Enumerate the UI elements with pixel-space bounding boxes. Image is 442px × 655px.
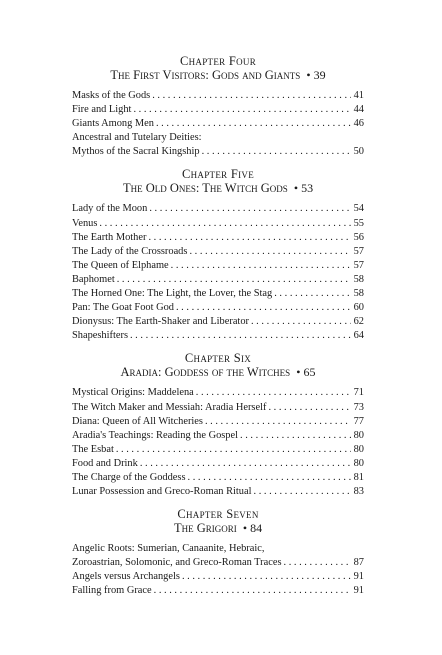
- entry-title: The Horned One: The Light, the Lover, the Stag: [72, 288, 273, 300]
- entry-page: 87: [353, 557, 364, 569]
- chapter-page-separator: •: [303, 68, 314, 82]
- entry-title: Zoroastrian, Solomonic, and Greco-Roman Traces: [72, 557, 282, 569]
- chapter-title-line: [72, 365, 364, 380]
- chapter-label: Chapter Six: [184, 351, 252, 366]
- dot-leader: [189, 245, 350, 259]
- entry-title: Pan: The Goat Foot God: [72, 302, 174, 314]
- entry-page: 80: [353, 429, 364, 441]
- toc-entry: [72, 259, 364, 273]
- chapter-six: [72, 351, 364, 499]
- entry-page: 83: [353, 486, 364, 498]
- chapter-five: [72, 167, 364, 343]
- dot-leader: [152, 89, 350, 103]
- toc-entry: [72, 287, 364, 301]
- dot-leader: [117, 273, 351, 287]
- entry-page: 91: [353, 585, 364, 597]
- entry-title: The Lady of the Crossroads: [72, 245, 188, 257]
- chapter-seven: [72, 507, 364, 598]
- entry-title: The Charge of the Goddess: [72, 471, 186, 483]
- entry-page: 56: [353, 231, 364, 243]
- entry-title: Masks of the Gods: [72, 90, 151, 101]
- toc-entry: [72, 429, 364, 443]
- entry-page: 41: [353, 90, 364, 101]
- entry-page: 71: [353, 387, 364, 399]
- toc-entry: [72, 415, 364, 429]
- toc-entry: [72, 217, 364, 231]
- entry-page: 57: [353, 245, 364, 257]
- entry-title: Baphomet: [72, 273, 115, 285]
- chapter-title-line: [72, 181, 364, 196]
- chapter-page: 39: [313, 68, 326, 82]
- dot-leader: [156, 117, 351, 131]
- dot-leader: [274, 287, 350, 301]
- chapter-title-line: [72, 521, 364, 536]
- toc-entry: [72, 570, 364, 584]
- entry-title: The Esbat: [72, 443, 114, 455]
- entry-title: The Queen of Elphame: [72, 259, 169, 271]
- toc-entry: [72, 443, 364, 457]
- entry-title: Angelic Roots: Sumerian, Canaanite, Hebraic,: [72, 543, 265, 555]
- entry-page: 80: [353, 457, 364, 469]
- chapter-page-separator: •: [239, 521, 251, 536]
- entry-title: Mythos of the Sacral Kingship: [72, 146, 200, 158]
- dot-leader: [196, 386, 351, 400]
- entry-title: Ancestral and Tutelary Deities:: [72, 132, 202, 144]
- dot-leader: [205, 415, 351, 429]
- toc-entry: [72, 457, 364, 471]
- dot-leader: [251, 315, 351, 329]
- entry-page: 81: [353, 471, 364, 483]
- dot-leader: [149, 202, 350, 216]
- toc-entry: [72, 145, 364, 159]
- dot-leader: [133, 103, 350, 117]
- chapter-title: Aradia: Goddess of the Witches: [120, 365, 291, 380]
- entry-page: 58: [353, 288, 364, 300]
- dot-leader: [254, 485, 351, 499]
- entry-title: Dionysus: The Earth-Shaker and Liberator: [72, 316, 249, 328]
- chapter-title: The Grigori: [173, 521, 237, 536]
- entry-title: Venus: [72, 217, 98, 229]
- toc-entry: [72, 131, 364, 145]
- toc-entry: [72, 401, 364, 415]
- dot-leader: [284, 556, 351, 570]
- entry-title: Fire and Light: [72, 104, 132, 116]
- toc-entry: [72, 542, 364, 556]
- entry-title: Angels versus Archangels: [72, 571, 180, 583]
- chapter-page-separator: •: [293, 365, 304, 380]
- dot-leader: [240, 429, 351, 443]
- entry-title: The Witch Maker and Messiah: Aradia Herself: [72, 401, 267, 413]
- entry-page: 44: [353, 104, 364, 116]
- dot-leader: [140, 457, 351, 471]
- chapter-page-separator: •: [290, 181, 302, 196]
- dot-leader: [130, 329, 351, 343]
- dot-leader: [154, 584, 351, 598]
- toc-entry: [72, 231, 364, 245]
- toc-entry: [72, 556, 364, 570]
- dot-leader: [99, 217, 350, 231]
- toc-entry: [72, 584, 364, 598]
- chapter-four: [72, 54, 364, 159]
- chapter-page: 65: [303, 365, 316, 380]
- dot-leader: [268, 401, 350, 415]
- toc-entry: [72, 386, 364, 400]
- entry-title: Shapeshifters: [72, 330, 128, 342]
- entry-page: 58: [353, 273, 364, 285]
- toc-entry: [72, 315, 364, 329]
- entry-page: 57: [353, 259, 364, 271]
- chapter-title: The Old Ones: The Witch Gods: [122, 181, 288, 196]
- entry-title: Falling from Grace: [72, 585, 152, 597]
- entry-page: 60: [353, 302, 364, 314]
- table-of-contents: [72, 54, 364, 599]
- entry-title: Giants Among Men: [72, 118, 154, 130]
- entry-page: 80: [353, 443, 364, 455]
- chapter-label: Chapter Four: [179, 54, 257, 68]
- entry-title: Lunar Possession and Greco-Roman Ritual: [72, 486, 252, 498]
- entry-page: 55: [353, 217, 364, 229]
- toc-entry: [72, 202, 364, 216]
- chapter-page: 84: [250, 521, 263, 536]
- toc-entry: [72, 89, 364, 103]
- toc-entry: [72, 273, 364, 287]
- entry-title: Diana: Queen of All Witcheries: [72, 415, 203, 427]
- toc-entry: [72, 329, 364, 343]
- toc-entry: [72, 485, 364, 499]
- toc-entry: [72, 245, 364, 259]
- dot-leader: [202, 145, 351, 159]
- toc-entry: [72, 301, 364, 315]
- entry-page: 62: [353, 316, 364, 328]
- chapter-title-line: [72, 68, 364, 83]
- chapter-title: The First Visitors: Gods and Giants: [110, 68, 301, 82]
- entry-page: 50: [353, 146, 364, 158]
- entry-title: The Earth Mother: [72, 231, 147, 243]
- entry-page: 54: [353, 203, 364, 215]
- dot-leader: [116, 443, 351, 457]
- entry-page: 77: [353, 415, 364, 427]
- entry-title: Mystical Origins: Maddelena: [72, 387, 194, 399]
- entry-page: 73: [353, 401, 364, 413]
- entry-title: Lady of the Moon: [72, 203, 148, 215]
- dot-leader: [188, 471, 351, 485]
- entry-page: 91: [353, 571, 364, 583]
- dot-leader: [148, 231, 350, 245]
- chapter-label: Chapter Seven: [177, 507, 259, 522]
- entry-page: 46: [353, 118, 364, 130]
- entry-title: Food and Drink: [72, 457, 138, 469]
- entry-page: 64: [353, 330, 364, 342]
- chapter-page: 53: [301, 181, 314, 196]
- dot-leader: [176, 301, 351, 315]
- toc-entry: [72, 471, 364, 485]
- chapter-label: Chapter Five: [181, 167, 254, 182]
- dot-leader: [171, 259, 351, 273]
- toc-entry: [72, 103, 364, 117]
- toc-entry: [72, 117, 364, 131]
- dot-leader: [182, 570, 351, 584]
- entry-title: Aradia's Teachings: Reading the Gospel: [72, 429, 239, 441]
